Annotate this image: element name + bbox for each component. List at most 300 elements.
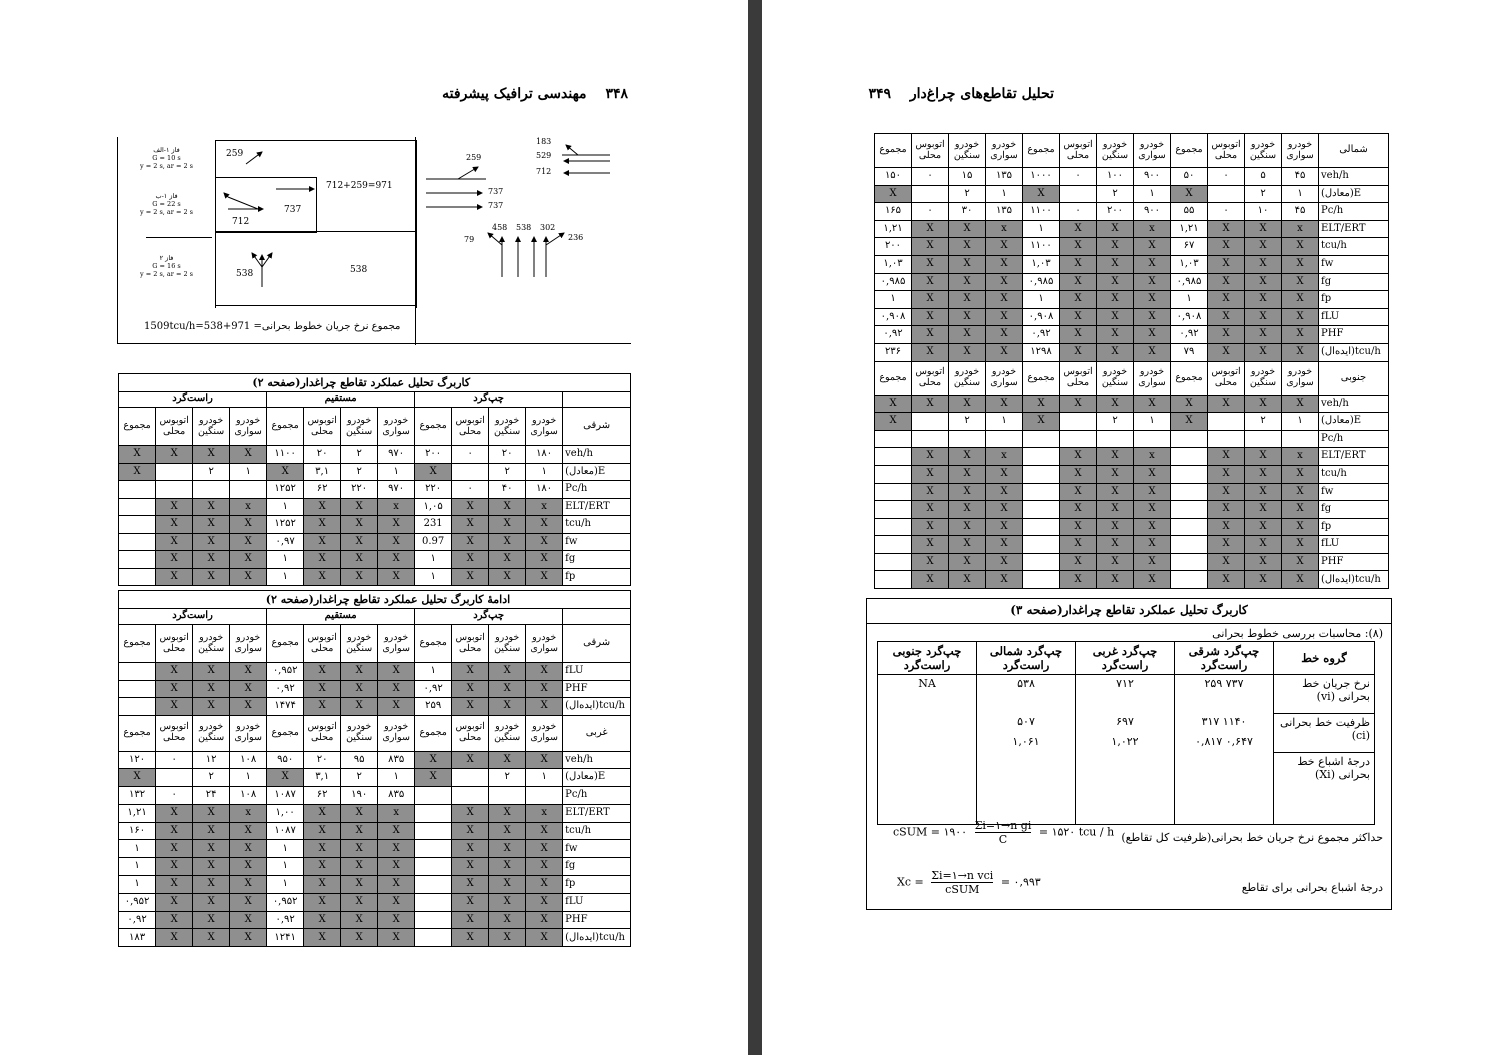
subhead-cell: خودرو سنگین xyxy=(489,625,526,663)
row-label: PHF xyxy=(1319,553,1389,571)
table-cell: ۱ xyxy=(119,876,156,894)
table-cell: X xyxy=(304,858,341,876)
table-cell: X xyxy=(1171,395,1208,413)
table-cell: ۳,۱ xyxy=(304,769,341,787)
table-cell: ۱۴۷۴ xyxy=(267,698,304,716)
subhead-cell: خودرو سواری xyxy=(378,715,415,751)
table-cell xyxy=(452,463,489,481)
table-cell: ۰,۹۲ xyxy=(1171,326,1208,344)
right-page-header xyxy=(868,86,1054,102)
table-cell: X xyxy=(949,255,986,273)
table-cell: ۲۳۶ xyxy=(875,343,912,361)
row-label: E(معادل) xyxy=(563,463,631,481)
row-label: tcu/h(ایده‌ال) xyxy=(1319,343,1389,361)
table-cell xyxy=(1023,518,1060,536)
table-cell: X xyxy=(526,911,563,929)
table-cell: X xyxy=(230,858,267,876)
table-cell: ۹۵۰ xyxy=(267,751,304,769)
table-cell: X xyxy=(193,929,230,947)
left-table-1 xyxy=(118,373,631,586)
table-cell: X xyxy=(1134,326,1171,344)
table-cell: X xyxy=(452,911,489,929)
table-row xyxy=(875,308,1389,326)
table-cell: X xyxy=(193,498,230,516)
table-cell: X xyxy=(230,516,267,534)
table-cell: ۲ xyxy=(489,769,526,787)
table-cell: ۰,۹۸۵ xyxy=(1171,273,1208,291)
table-cell: x xyxy=(378,804,415,822)
table-cell: X xyxy=(1282,291,1319,309)
table-cell: X xyxy=(1282,326,1319,344)
table-cell: X xyxy=(1060,308,1097,326)
table-cell: ۵۰ xyxy=(1171,168,1208,186)
table-cell: X xyxy=(1245,308,1282,326)
table-cell: ۰,۹۲ xyxy=(267,680,304,698)
table-row xyxy=(875,465,1389,483)
table-cell: X xyxy=(1208,238,1245,256)
row-label: tcu/h(ایده‌ال) xyxy=(1319,571,1389,589)
table-cell: X xyxy=(1208,220,1245,238)
table-cell: X xyxy=(341,698,378,716)
subhead-cell: خودرو سواری xyxy=(1134,361,1171,395)
table-cell: X xyxy=(378,858,415,876)
label-total: مجموع نرخ جریان خطوط بحرانی= 971+538=1509tcu/h xyxy=(144,321,401,332)
table-cell xyxy=(1023,536,1060,554)
table-cell: X xyxy=(156,516,193,534)
table-cell: x xyxy=(230,498,267,516)
label-712: 712 xyxy=(232,217,250,227)
table-cell: ۱۰۰ xyxy=(1097,168,1134,186)
table-row xyxy=(875,220,1389,238)
table-cell: X xyxy=(193,911,230,929)
table-row xyxy=(875,571,1389,589)
subhead-cell: خودرو سواری xyxy=(986,361,1023,395)
table-cell: ۲ xyxy=(341,463,378,481)
table-row xyxy=(875,518,1389,536)
table-cell: X xyxy=(193,663,230,681)
table-cell: X xyxy=(452,893,489,911)
table-cell: ۰ xyxy=(452,446,489,464)
table-cell xyxy=(875,571,912,589)
subhead-cell: مجموع xyxy=(415,625,452,663)
table-cell: X xyxy=(912,395,949,413)
table-row xyxy=(119,822,631,840)
table-cell: X xyxy=(341,929,378,947)
table-cell: X xyxy=(341,804,378,822)
subhead-cell: اتوبوس محلی xyxy=(156,408,193,446)
table-cell xyxy=(119,663,156,681)
table-cell: X xyxy=(1245,220,1282,238)
table-cell: X xyxy=(912,291,949,309)
subhead-cell: اتوبوس محلی xyxy=(452,625,489,663)
table-cell: X xyxy=(119,463,156,481)
row-label: fg xyxy=(1319,273,1389,291)
col-east-values: ۷۳۷ ۲۵۹ ۱۱۴۰ ۳۱۷ ۰,۶۴۷ ۰,۸۱۷ xyxy=(1175,675,1274,825)
formula2-num: Σi=۱→n vci xyxy=(931,869,994,882)
table-cell xyxy=(119,680,156,698)
table-cell: X xyxy=(949,291,986,309)
table-cell: X xyxy=(378,698,415,716)
table-cell: X xyxy=(1245,536,1282,554)
table-cell: ۹۰۰ xyxy=(1134,168,1171,186)
table-cell: X xyxy=(949,343,986,361)
group-header: مستقیم xyxy=(267,609,415,625)
table-cell: ۱ xyxy=(986,413,1023,431)
row-label: ELT/ERT xyxy=(1319,448,1389,466)
subhead-cell: خودرو سنگین xyxy=(193,715,230,751)
table-cell: X xyxy=(1282,465,1319,483)
table-cell: X xyxy=(489,698,526,716)
table-cell: X xyxy=(452,516,489,534)
table-cell xyxy=(489,787,526,805)
table-cell: ۱,۰۳ xyxy=(1023,255,1060,273)
row-label: fp xyxy=(563,876,631,894)
table-cell: X xyxy=(193,822,230,840)
formula1 xyxy=(893,819,1114,846)
table-cell: X xyxy=(1245,326,1282,344)
subhead-cell: اتوبوس محلی xyxy=(1060,134,1097,168)
row-label: fw xyxy=(563,533,631,551)
table-cell: ۴۵ xyxy=(1282,168,1319,186)
subhead-cell: مجموع xyxy=(1023,134,1060,168)
table-cell: X xyxy=(230,911,267,929)
table-cell: ۲ xyxy=(193,463,230,481)
row-label: veh/h xyxy=(563,446,631,464)
table-cell: x xyxy=(1134,220,1171,238)
table-cell xyxy=(119,698,156,716)
table-cell: ۲۴ xyxy=(193,787,230,805)
subhead-cell: اتوبوس محلی xyxy=(304,715,341,751)
table-cell: ۱۲۰ xyxy=(119,751,156,769)
table-cell: X xyxy=(912,518,949,536)
label-r79: 79 xyxy=(464,235,475,244)
subhead-cell: اتوبوس محلی xyxy=(304,625,341,663)
table-cell: X xyxy=(526,822,563,840)
subhead-cell: مجموع xyxy=(119,625,156,663)
table-cell xyxy=(415,893,452,911)
subhead-cell: خودرو سنگین xyxy=(341,625,378,663)
table-row xyxy=(875,203,1389,221)
table-cell: X xyxy=(1097,465,1134,483)
subhead-cell: مجموع xyxy=(1023,361,1060,395)
subhead-cell: اتوبوس محلی xyxy=(1208,134,1245,168)
table-cell: ۰,۹۵۲ xyxy=(267,663,304,681)
table-cell: X xyxy=(304,911,341,929)
subhead-cell: مجموع xyxy=(119,408,156,446)
table-cell xyxy=(1171,501,1208,519)
table-cell: ۰,۹۸۵ xyxy=(1023,273,1060,291)
table-cell: X xyxy=(341,680,378,698)
table-cell: ۱۱۰۰ xyxy=(1023,238,1060,256)
table-cell: X xyxy=(949,518,986,536)
left-table-2 xyxy=(118,590,631,947)
row-label: veh/h xyxy=(1319,168,1389,186)
table-cell: X xyxy=(1060,238,1097,256)
table-cell: X xyxy=(949,536,986,554)
table-cell: X xyxy=(1134,536,1171,554)
table-cell: X xyxy=(986,465,1023,483)
left-page-header xyxy=(442,86,628,102)
table-cell: X xyxy=(912,483,949,501)
table-cell: X xyxy=(1097,273,1134,291)
table-cell: X xyxy=(193,533,230,551)
table-cell: X xyxy=(1245,465,1282,483)
table-cell: ۱ xyxy=(267,858,304,876)
subhead-cell: اتوبوس محلی xyxy=(452,408,489,446)
table-row xyxy=(119,680,631,698)
label-538: 538 xyxy=(236,269,254,279)
table-cell: X xyxy=(986,238,1023,256)
table-cell: X xyxy=(341,876,378,894)
label-538b: 538 xyxy=(350,265,368,275)
table-cell: ۱۸۰ xyxy=(526,481,563,499)
table-cell: ۱ xyxy=(1134,185,1171,203)
label-sum1: 712+259=971 xyxy=(326,181,393,191)
row-label: E(معادل) xyxy=(1319,413,1389,431)
table-cell: X xyxy=(1208,571,1245,589)
subhead-cell: خودرو سواری xyxy=(1282,361,1319,395)
table-cell: ۱,۲۱ xyxy=(119,804,156,822)
table-cell: X xyxy=(875,413,912,431)
col-south: چپ‌گرد جنوبی راست‌گرد xyxy=(878,642,977,675)
subhead-cell: خودرو سواری xyxy=(230,625,267,663)
table-cell xyxy=(1282,430,1319,448)
table-cell: ۸۳۵ xyxy=(378,787,415,805)
critical-section: (۸): محاسبات بررسی خطوط بحرانی xyxy=(1212,627,1383,640)
table-cell: X xyxy=(230,822,267,840)
table-row xyxy=(119,751,631,769)
table-cell: X xyxy=(1245,571,1282,589)
table-cell: ۰ xyxy=(1060,203,1097,221)
table-cell: X xyxy=(1134,501,1171,519)
table-cell: X xyxy=(1097,501,1134,519)
table-cell: X xyxy=(912,255,949,273)
row-label: fLU xyxy=(563,663,631,681)
table-cell: X xyxy=(1060,483,1097,501)
table-cell: X xyxy=(193,446,230,464)
table-cell: X xyxy=(156,804,193,822)
subhead-cell: مجموع xyxy=(875,134,912,168)
table-cell: ۰ xyxy=(156,787,193,805)
table-cell: ۹۵ xyxy=(341,751,378,769)
table-cell: X xyxy=(489,858,526,876)
table-cell: ۱ xyxy=(378,769,415,787)
table-cell: X xyxy=(1060,465,1097,483)
table-cell: X xyxy=(341,911,378,929)
table-cell: ۱ xyxy=(230,769,267,787)
table-cell: ۲ xyxy=(949,413,986,431)
table-cell: X xyxy=(452,663,489,681)
table-cell: X xyxy=(1245,553,1282,571)
table-cell: ۱ xyxy=(119,858,156,876)
label-r259: 259 xyxy=(466,153,482,162)
phase-diagram xyxy=(117,137,631,344)
table-cell: ۰,۹۲ xyxy=(119,911,156,929)
table-cell xyxy=(415,840,452,858)
table-cell: x xyxy=(986,220,1023,238)
subhead-cell: خودرو سنگین xyxy=(193,408,230,446)
subhead-cell: اتوبوس محلی xyxy=(1060,361,1097,395)
group-header: چپ‌گرد xyxy=(415,609,563,625)
subhead-cell: خودرو سنگین xyxy=(193,625,230,663)
table-row xyxy=(119,787,631,805)
table-cell: X xyxy=(1097,238,1134,256)
table-cell xyxy=(1023,571,1060,589)
row-label: PHF xyxy=(563,680,631,698)
table-cell: X xyxy=(267,769,304,787)
table-cell: X xyxy=(415,463,452,481)
subhead-cell: اتوبوس محلی xyxy=(156,715,193,751)
table-cell: X xyxy=(341,516,378,534)
row-label: tcu/h(ایده‌ال) xyxy=(563,929,631,947)
table-cell: X xyxy=(1097,343,1134,361)
table-cell: X xyxy=(526,840,563,858)
subhead-cell: خودرو سواری xyxy=(986,134,1023,168)
table-cell xyxy=(526,787,563,805)
table-cell: X xyxy=(489,516,526,534)
table-cell: X xyxy=(193,698,230,716)
table-cell: ۲۰۰ xyxy=(1097,203,1134,221)
table-cell: ۱۶۵ xyxy=(875,203,912,221)
table-cell: X xyxy=(489,804,526,822)
table-cell: ۲ xyxy=(193,769,230,787)
table-cell: X xyxy=(986,291,1023,309)
table-cell: X xyxy=(949,238,986,256)
table-cell: X xyxy=(875,185,912,203)
table-cell: X xyxy=(1060,343,1097,361)
table-cell: ۶۲ xyxy=(304,481,341,499)
table-cell: X xyxy=(912,501,949,519)
table-cell: X xyxy=(304,804,341,822)
table-cell: X xyxy=(489,840,526,858)
table-cell: X xyxy=(452,680,489,698)
table-cell: ۲۰ xyxy=(489,446,526,464)
table-row xyxy=(875,448,1389,466)
table-cell: x xyxy=(986,448,1023,466)
table-cell: ۲۰۰ xyxy=(875,238,912,256)
table-cell: ۱۵ xyxy=(949,168,986,186)
table-cell: X xyxy=(341,533,378,551)
table-cell: ۱۲۵۲ xyxy=(267,516,304,534)
table-cell: ۰ xyxy=(912,168,949,186)
table-cell xyxy=(875,536,912,554)
subhead-cell: خودرو سنگین xyxy=(1245,134,1282,168)
table-cell: X xyxy=(193,680,230,698)
table-cell: X xyxy=(489,893,526,911)
group-corner xyxy=(563,609,631,625)
formula1-text: حداکثر مجموع نرخ جریان خط بحرانی(ظرفیت کل تقاطع) xyxy=(1121,831,1383,844)
subhead-cell: مجموع xyxy=(415,408,452,446)
table-cell xyxy=(1171,536,1208,554)
table-cell: X xyxy=(1208,291,1245,309)
table-cell: X xyxy=(1060,571,1097,589)
table-row xyxy=(875,238,1389,256)
group-header: راست‌گرد xyxy=(119,392,267,408)
subhead-cell: اتوبوس محلی xyxy=(1208,361,1245,395)
table-cell: X xyxy=(1134,308,1171,326)
table-cell: ۱ xyxy=(875,291,912,309)
table-cell: ۱ xyxy=(415,551,452,569)
table-cell: X xyxy=(341,498,378,516)
table-cell: ۰,۹۰۸ xyxy=(1171,308,1208,326)
row-label: tcu/h(ایده‌ال) xyxy=(563,698,631,716)
table-cell: X xyxy=(1097,291,1134,309)
table-cell: ۰ xyxy=(1060,168,1097,186)
table-cell xyxy=(119,481,156,499)
table-cell xyxy=(415,876,452,894)
table-cell: X xyxy=(304,698,341,716)
table-cell xyxy=(875,465,912,483)
table-cell: X xyxy=(526,533,563,551)
table-cell: X xyxy=(1282,501,1319,519)
table-cell: X xyxy=(378,568,415,586)
table-cell: X xyxy=(230,533,267,551)
table-cell: X xyxy=(526,698,563,716)
table-cell xyxy=(119,498,156,516)
table-cell xyxy=(452,787,489,805)
table-cell: X xyxy=(230,663,267,681)
table-cell: X xyxy=(378,893,415,911)
col-west-values: ۷۱۲ ۶۹۷ ۱,۰۲۲ xyxy=(1076,675,1175,825)
table-cell: X xyxy=(378,533,415,551)
table-cell xyxy=(230,481,267,499)
table-cell: X xyxy=(1134,465,1171,483)
table-row xyxy=(119,533,631,551)
table-cell: ۱۲۹۸ xyxy=(1023,343,1060,361)
table-cell: ۲ xyxy=(341,446,378,464)
table-cell: X xyxy=(378,680,415,698)
table-cell: X xyxy=(1134,518,1171,536)
table-row xyxy=(875,273,1389,291)
table-cell: X xyxy=(1097,448,1134,466)
col-group: گروه خط xyxy=(1274,642,1375,675)
formula2-rhs: = ۰,۹۹۳ xyxy=(1000,875,1041,889)
table-cell: X xyxy=(1097,483,1134,501)
col-north-values: ۵۳۸ ۵۰۷ ۱,۰۶۱ xyxy=(977,675,1076,825)
table-row xyxy=(119,698,631,716)
table-cell: X xyxy=(912,536,949,554)
label-r302: 302 xyxy=(540,223,556,232)
table-cell: ۱ xyxy=(1282,185,1319,203)
table-cell xyxy=(1171,571,1208,589)
table-cell: X xyxy=(1282,273,1319,291)
table-title: ادامهٔ کاربرگ تحلیل عملکرد تقاطع چراغدار(صفحه ۲) xyxy=(119,591,631,609)
row-label: PHF xyxy=(563,911,631,929)
table-cell: X xyxy=(230,840,267,858)
phase-2-text: فاز ۲ G = 16 s y = 2 s, ar = 2 s xyxy=(140,254,194,278)
table-cell xyxy=(912,413,949,431)
subhead-cell: خودرو سنگین xyxy=(489,715,526,751)
subhead-cell: اتوبوس محلی xyxy=(452,715,489,751)
table-cell: X xyxy=(1208,326,1245,344)
table-cell: X xyxy=(912,571,949,589)
table-cell: X xyxy=(156,551,193,569)
table-cell: X xyxy=(1060,501,1097,519)
table-row xyxy=(119,769,631,787)
table-cell: ۱۱۰۰ xyxy=(1023,203,1060,221)
row-label: fg xyxy=(1319,501,1389,519)
critical-table xyxy=(877,641,1375,825)
table-cell: X xyxy=(489,876,526,894)
table-cell: ۰ xyxy=(912,203,949,221)
table-cell: ۴۵ xyxy=(1282,203,1319,221)
row-label: Pc/h xyxy=(563,481,631,499)
table-cell: X xyxy=(489,533,526,551)
table-cell: x xyxy=(378,498,415,516)
table-cell: X xyxy=(341,568,378,586)
table-cell: 0.97 xyxy=(415,533,452,551)
table-cell: X xyxy=(452,551,489,569)
